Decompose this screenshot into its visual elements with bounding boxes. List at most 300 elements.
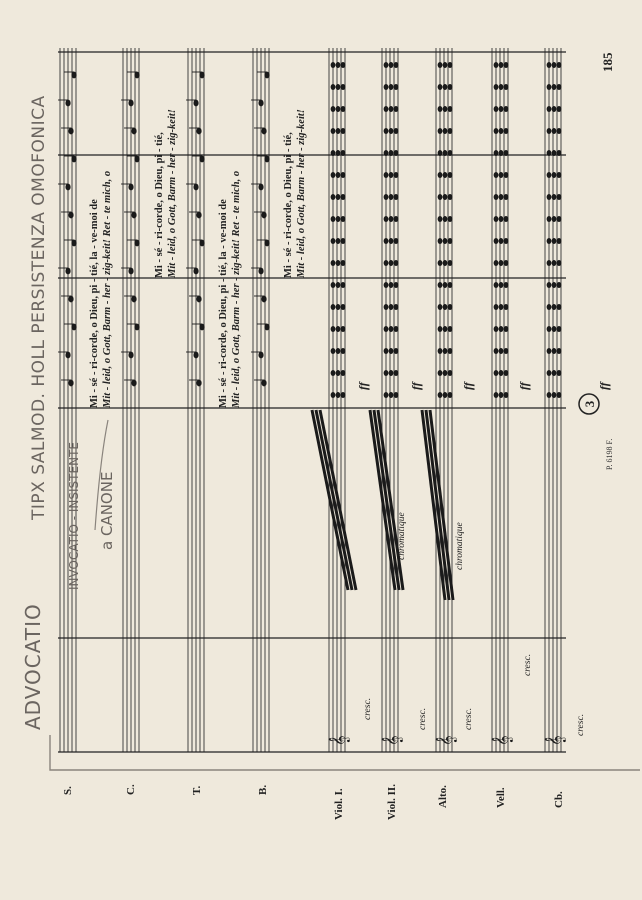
- chord-note: [438, 304, 443, 310]
- note-head: [71, 156, 76, 163]
- chord-note: [499, 216, 504, 222]
- chord-note: [557, 84, 562, 90]
- note-head: [128, 268, 133, 275]
- note-head: [134, 324, 139, 331]
- chord-note: [443, 260, 448, 266]
- cresc-viol2: cresc.: [418, 707, 428, 730]
- chord-note: [341, 194, 346, 200]
- chord-note: [547, 282, 552, 288]
- chord-note: [557, 392, 562, 398]
- chord-note: [499, 326, 504, 332]
- beam: [312, 410, 348, 590]
- chord-note: [557, 326, 562, 332]
- note-head: [68, 128, 73, 135]
- label-bass: B.: [257, 784, 269, 795]
- chord-note: [494, 282, 499, 288]
- note-head: [68, 212, 73, 219]
- chord-note: [394, 172, 399, 178]
- chord-note: [504, 84, 509, 90]
- chord-note: [341, 304, 346, 310]
- beam: [320, 410, 356, 590]
- chord-note: [331, 260, 336, 266]
- chord-note: [504, 282, 509, 288]
- note-head: [199, 156, 204, 163]
- ff-vell: ff: [517, 382, 531, 390]
- chord-note: [499, 106, 504, 112]
- chord-note: [448, 62, 453, 68]
- chord-note: [438, 370, 443, 376]
- chord-note: [394, 194, 399, 200]
- cresc-cb: cresc.: [576, 713, 586, 736]
- chord-note: [494, 172, 499, 178]
- chord-note: [552, 348, 557, 354]
- note-head: [65, 100, 70, 107]
- note-head: [264, 156, 269, 163]
- annotation-canone: a CANONE: [98, 471, 116, 550]
- chord-note: [494, 128, 499, 134]
- annotation-salmod: TIPX SALMOD. HOLL PERSISTENZA OMOFONICA: [29, 95, 49, 520]
- chord-note: [341, 128, 346, 134]
- label-cello: Vell.: [495, 787, 507, 808]
- chord-note: [394, 106, 399, 112]
- note-head: [193, 268, 198, 275]
- chord-note: [448, 216, 453, 222]
- chord-note: [341, 348, 346, 354]
- chord-note: [331, 238, 336, 244]
- chord-note: [341, 172, 346, 178]
- chord-note: [331, 84, 336, 90]
- ff-viol1: ff: [356, 382, 370, 390]
- note-head: [71, 72, 76, 79]
- chord-note: [499, 150, 504, 156]
- chord-note: [384, 392, 389, 398]
- chord-note: [443, 238, 448, 244]
- chord-note: [341, 84, 346, 90]
- note-head: [261, 128, 266, 135]
- chord-note: [494, 348, 499, 354]
- chord-note: [394, 348, 399, 354]
- label-contrabass: Cb.: [553, 791, 565, 808]
- note-head: [196, 296, 201, 303]
- chord-note: [557, 348, 562, 354]
- chord-note: [438, 216, 443, 222]
- chord-note: [384, 238, 389, 244]
- chord-note: [341, 238, 346, 244]
- chord-note: [384, 304, 389, 310]
- chord-note: [557, 282, 562, 288]
- chord-note: [341, 392, 346, 398]
- chord-note: [557, 260, 562, 266]
- chord-note: [341, 62, 346, 68]
- staff-lines: [60, 48, 561, 752]
- note-head: [131, 128, 136, 135]
- chord-note: [438, 326, 443, 332]
- chord-note: [499, 282, 504, 288]
- chord-note: [547, 128, 552, 134]
- chord-note: [336, 348, 341, 354]
- chord-note: [384, 150, 389, 156]
- chord-note: [394, 128, 399, 134]
- note-head: [258, 184, 263, 191]
- chord-note: [394, 84, 399, 90]
- chord-note: [547, 150, 552, 156]
- chord-note: [499, 304, 504, 310]
- chord-note: [389, 216, 394, 222]
- chord-note: [336, 194, 341, 200]
- chord-note: [557, 238, 562, 244]
- chord-note: [394, 216, 399, 222]
- chord-note: [547, 216, 552, 222]
- chord-note: [552, 106, 557, 112]
- chord-note: [384, 282, 389, 288]
- chord-note: [331, 282, 336, 288]
- chord-note: [443, 84, 448, 90]
- chord-note: [384, 194, 389, 200]
- chord-note: [504, 260, 509, 266]
- chord-note: [557, 172, 562, 178]
- chord-note: [443, 128, 448, 134]
- chord-note: [547, 84, 552, 90]
- chord-note: [448, 304, 453, 310]
- chord-note: [438, 106, 443, 112]
- note-head: [128, 100, 133, 107]
- label-violin-1: Viol. I.: [333, 788, 345, 820]
- chord-note: [494, 370, 499, 376]
- chord-note: [557, 62, 562, 68]
- label-violin-2: Viol. II.: [386, 784, 398, 820]
- chord-note: [448, 194, 453, 200]
- beam: [316, 410, 352, 590]
- note-head: [134, 156, 139, 163]
- chord-note: [499, 392, 504, 398]
- chord-note: [448, 106, 453, 112]
- rehearsal-number: 3: [582, 400, 597, 408]
- chord-note: [438, 282, 443, 288]
- clef-icon: 𝄞: [545, 735, 566, 746]
- annotation-advocatio: ADVOCATIO: [21, 603, 45, 730]
- chord-note: [341, 260, 346, 266]
- chord-note: [552, 84, 557, 90]
- chord-note: [504, 348, 509, 354]
- page-number: 185: [600, 52, 615, 72]
- clef-icon: 𝄞: [492, 735, 513, 746]
- chord-note: [384, 216, 389, 222]
- label-tenor: T.: [191, 785, 203, 795]
- note-head: [134, 72, 139, 79]
- chord-note: [494, 216, 499, 222]
- chord-note: [494, 194, 499, 200]
- chord-note: [331, 392, 336, 398]
- note-head: [258, 352, 263, 359]
- chord-note: [552, 326, 557, 332]
- note-head: [199, 72, 204, 79]
- chord-note: [504, 128, 509, 134]
- chord-note: [547, 194, 552, 200]
- note-head: [264, 240, 269, 247]
- chord-note: [552, 62, 557, 68]
- annotation-invocatio: INVOCATIO - INSISTENTE: [67, 442, 81, 590]
- chord-note: [494, 150, 499, 156]
- chord-note: [448, 348, 453, 354]
- chord-note: [504, 62, 509, 68]
- note-head: [199, 324, 204, 331]
- chord-note: [499, 260, 504, 266]
- lyrics: [89, 109, 307, 409]
- chord-note: [394, 150, 399, 156]
- note-head: [131, 296, 136, 303]
- chord-note: [552, 282, 557, 288]
- note-head: [193, 100, 198, 107]
- chord-note: [499, 128, 504, 134]
- chord-note: [443, 370, 448, 376]
- ff-cb: ff: [597, 382, 611, 390]
- note-head: [128, 184, 133, 191]
- chord-note: [394, 238, 399, 244]
- chord-note: [504, 172, 509, 178]
- chord-note: [336, 370, 341, 376]
- chord-note: [557, 106, 562, 112]
- chord-note: [552, 128, 557, 134]
- chord-note: [394, 304, 399, 310]
- chord-note: [438, 172, 443, 178]
- chord-note: [494, 62, 499, 68]
- chord-note: [438, 348, 443, 354]
- chord-note: [341, 106, 346, 112]
- chord-note: [389, 370, 394, 376]
- chord-note: [494, 260, 499, 266]
- note-head: [71, 240, 76, 247]
- chord-note: [494, 326, 499, 332]
- beam: [374, 410, 399, 590]
- clef-icon: 𝄞: [436, 735, 457, 746]
- chord-note: [547, 172, 552, 178]
- chord-note: [504, 326, 509, 332]
- lyric-bass-german: Mit - leid, o Gott, Barm - her - zig-keit! Ret - te mich, o: [231, 170, 242, 408]
- chord-note: [547, 62, 552, 68]
- chord-note: [494, 84, 499, 90]
- chord-note: [552, 150, 557, 156]
- chord-note: [341, 216, 346, 222]
- chord-note: [331, 326, 336, 332]
- chord-note: [389, 392, 394, 398]
- chord-note: [557, 370, 562, 376]
- chord-note: [448, 150, 453, 156]
- chord-note: [552, 216, 557, 222]
- cresc-viol1: cresc.: [363, 697, 373, 720]
- barlines: [58, 52, 566, 752]
- chord-note: [499, 238, 504, 244]
- chord-note: [331, 150, 336, 156]
- chord-note: [547, 304, 552, 310]
- label-viola: Alto.: [437, 785, 449, 808]
- lyric-tenor-german: Mit - leid, o Gott, Barm - her - zig-keit!: [167, 109, 178, 278]
- chord-note: [494, 392, 499, 398]
- chord-note: [443, 326, 448, 332]
- chord-note: [336, 326, 341, 332]
- chord-note: [504, 216, 509, 222]
- chord-note: [389, 304, 394, 310]
- chord-note: [443, 304, 448, 310]
- chord-note: [394, 370, 399, 376]
- chord-note: [336, 216, 341, 222]
- chord-note: [389, 260, 394, 266]
- chord-note: [547, 348, 552, 354]
- chord-note: [394, 326, 399, 332]
- rehearsal-mark: [579, 394, 599, 414]
- chord-note: [341, 326, 346, 332]
- chord-note: [389, 62, 394, 68]
- chord-note: [443, 62, 448, 68]
- lyric-bass-french: Mi - sé - ri-corde, o Dieu, pi - tié, la - ve-moi de: [218, 199, 229, 408]
- chord-note: [494, 106, 499, 112]
- chord-note: [336, 304, 341, 310]
- chord-note: [504, 194, 509, 200]
- note-head: [65, 352, 70, 359]
- lyric-tenor-french: Mi - sé - ri-corde, o Dieu, pi - tié,: [154, 132, 165, 278]
- chord-note: [448, 172, 453, 178]
- chord-note: [384, 62, 389, 68]
- beam: [426, 410, 449, 600]
- chord-note: [389, 282, 394, 288]
- lyric-alto-french: Mi - sé - ri-corde, o Dieu, pi - tié, la - ve-moi de: [89, 199, 100, 408]
- chord-note: [494, 238, 499, 244]
- note-head: [68, 296, 73, 303]
- chord-note: [448, 282, 453, 288]
- chord-note: [389, 84, 394, 90]
- chord-note: [443, 172, 448, 178]
- note-head: [134, 240, 139, 247]
- chord-note: [448, 370, 453, 376]
- chord-note: [389, 348, 394, 354]
- chord-note: [336, 282, 341, 288]
- chord-note: [389, 172, 394, 178]
- chord-note: [438, 260, 443, 266]
- note-head: [264, 324, 269, 331]
- chord-note: [336, 150, 341, 156]
- note-head: [258, 100, 263, 107]
- clef-icon: 𝄞: [382, 735, 403, 746]
- chord-note: [443, 106, 448, 112]
- chord-note: [438, 194, 443, 200]
- note-head: [65, 268, 70, 275]
- lyric-sop-german: Mit - leid, o Gott, Barm - her - zig-keit!: [296, 109, 307, 278]
- chord-note: [552, 304, 557, 310]
- chord-note: [394, 260, 399, 266]
- chord-note: [384, 172, 389, 178]
- chord-note: [384, 128, 389, 134]
- chord-note: [494, 304, 499, 310]
- staff-labels: [62, 784, 565, 820]
- chord-note: [443, 348, 448, 354]
- note-head: [71, 324, 76, 331]
- note-head: [196, 380, 201, 387]
- chord-note: [331, 106, 336, 112]
- chord-note: [552, 370, 557, 376]
- chord-note: [438, 62, 443, 68]
- chord-note: [336, 260, 341, 266]
- chord-note: [389, 238, 394, 244]
- note-head: [261, 296, 266, 303]
- chord-note: [394, 392, 399, 398]
- chord-note: [552, 238, 557, 244]
- chord-note: [384, 326, 389, 332]
- note-head: [264, 72, 269, 79]
- chord-note: [448, 260, 453, 266]
- chord-note: [336, 172, 341, 178]
- chord-note: [438, 84, 443, 90]
- chord-note: [341, 282, 346, 288]
- label-contralto: C.: [125, 784, 137, 795]
- chord-note: [336, 62, 341, 68]
- chord-note: [547, 106, 552, 112]
- chord-note: [389, 194, 394, 200]
- ff-viol2: ff: [409, 382, 423, 390]
- note-head: [258, 268, 263, 275]
- chord-note: [504, 238, 509, 244]
- chord-note: [384, 84, 389, 90]
- chord-note: [341, 370, 346, 376]
- chord-note: [331, 216, 336, 222]
- chord-note: [557, 128, 562, 134]
- chord-note: [499, 84, 504, 90]
- chord-note: [499, 194, 504, 200]
- chord-note: [552, 194, 557, 200]
- cresc-vell: cresc.: [523, 653, 533, 676]
- note-head: [131, 380, 136, 387]
- note-head: [196, 128, 201, 135]
- chord-note: [499, 62, 504, 68]
- chord-note: [394, 62, 399, 68]
- chord-note: [557, 304, 562, 310]
- chord-note: [443, 150, 448, 156]
- chord-note: [384, 370, 389, 376]
- chord-note: [547, 238, 552, 244]
- cresc-alto: cresc.: [464, 707, 474, 730]
- chord-note: [448, 238, 453, 244]
- chromatique-viol2: chromatique: [397, 512, 407, 560]
- chord-note: [448, 326, 453, 332]
- lyric-sop-french: Mi - sé - ri-corde, o Dieu, pi - tié,: [283, 132, 294, 278]
- note-head: [196, 212, 201, 219]
- chord-note: [504, 304, 509, 310]
- chord-note: [438, 128, 443, 134]
- chord-note: [389, 106, 394, 112]
- clef-icon: 𝄞: [329, 735, 350, 746]
- chord-note: [331, 62, 336, 68]
- chord-note: [557, 150, 562, 156]
- chord-note: [448, 84, 453, 90]
- chord-note: [331, 304, 336, 310]
- chord-note: [443, 216, 448, 222]
- note-head: [261, 380, 266, 387]
- chord-note: [389, 326, 394, 332]
- note-head: [199, 240, 204, 247]
- chord-note: [443, 392, 448, 398]
- ff-alto: ff: [461, 382, 475, 390]
- chord-note: [443, 282, 448, 288]
- chord-note: [557, 194, 562, 200]
- chord-note: [341, 150, 346, 156]
- chord-note: [394, 282, 399, 288]
- chord-note: [547, 370, 552, 376]
- chord-note: [504, 150, 509, 156]
- chord-note: [336, 128, 341, 134]
- chord-note: [389, 128, 394, 134]
- note-head: [193, 352, 198, 359]
- chord-note: [438, 150, 443, 156]
- note-head: [261, 212, 266, 219]
- plate-number: P. 6198 F.: [605, 438, 614, 470]
